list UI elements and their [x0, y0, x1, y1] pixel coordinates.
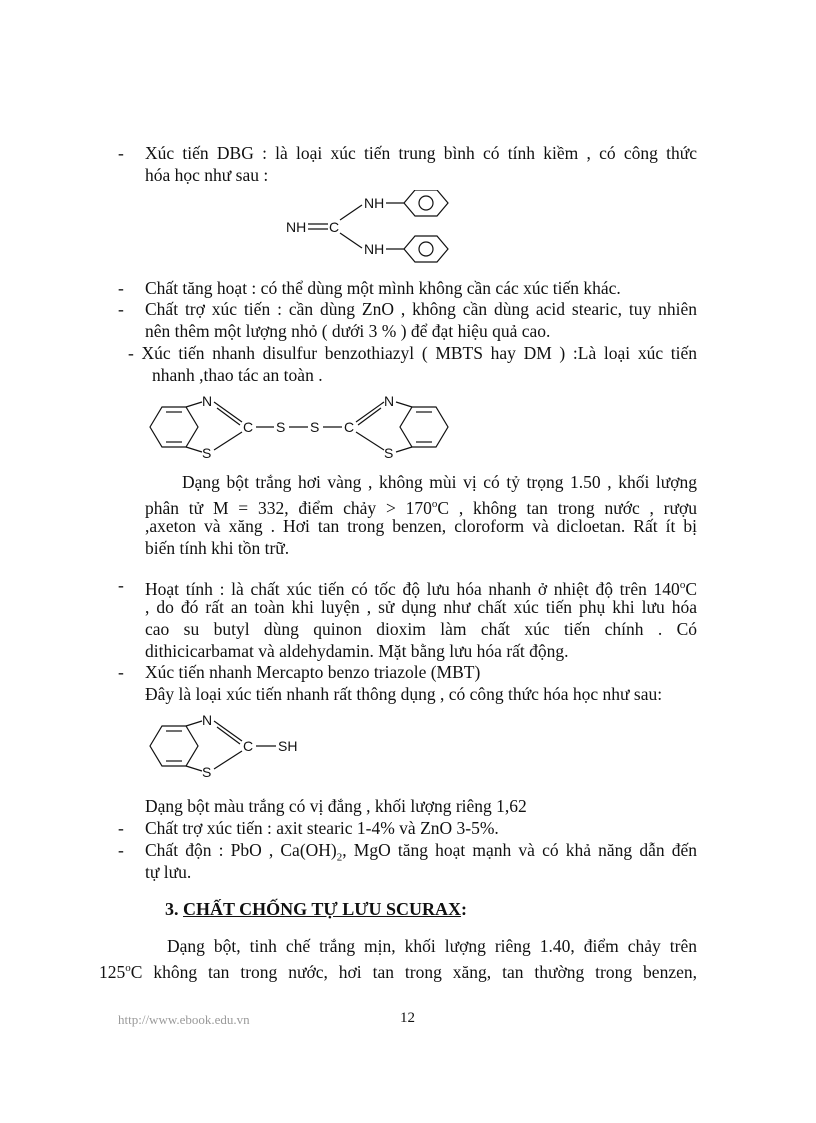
scurax-line-1: Dạng bột, tinh chế trắng mịn, khối lượng riêng 1.40, điểm chảy trên: [167, 936, 697, 956]
bullet-dash: -: [118, 575, 124, 595]
section-3-number: 3.: [165, 899, 179, 919]
bullet-dash: -: [118, 840, 124, 860]
mbts-desc-line-2-a: phân tử M = 332, điểm chảy > 170: [145, 497, 432, 518]
degree-sup: o: [431, 498, 438, 510]
section-3-colon: :: [461, 899, 468, 919]
mbts-s-mid-1: S: [276, 419, 286, 435]
mbt-c-atom: C: [243, 738, 254, 754]
mbts-line-1: - Xúc tiến nhanh disulfur benzothiazyl ( MBTS hay DM ) :Là loại xúc tiến: [128, 343, 697, 363]
dbg-nh-bottom: NH: [364, 241, 385, 257]
mbt-desc: Dạng bột màu trắng có vị đắng , khối lượng riêng 1,62: [145, 796, 527, 816]
scurax-line-2-b: C không tan trong nước, hơi tan trong xăng, tan thường trong benzen,: [130, 961, 697, 982]
dbg-structure-diagram: [280, 190, 470, 274]
mbts-n2: N: [384, 394, 395, 409]
subscript-2: 2: [336, 851, 343, 864]
mbts-structure-diagram: [140, 394, 470, 464]
mbts-s1: S: [202, 445, 212, 461]
hoat-tinh-line-3: cao su butyl dùng quinon dioxim làm chất xúc tiến chính . Có: [145, 619, 697, 639]
mbt-line-1: Xúc tiến nhanh Mercapto benzo triazole (MBT): [145, 662, 481, 682]
degree-sup: o: [125, 962, 131, 974]
dbg-line-2: hóa học như sau :: [145, 165, 269, 185]
scurax-line-2: [99, 957, 697, 983]
section-3-heading: [165, 898, 467, 920]
mbts-s2: S: [384, 445, 394, 461]
mbts-desc-line-1: Dạng bột trắng hơi vàng , không mùi vị có tỷ trọng 1.50 , khối lượng: [182, 472, 697, 492]
mbt-s-atom: S: [202, 764, 212, 780]
tro-xuc-tien-line-1: Chất trợ xúc tiến : cần dùng ZnO , không cần dùng acid stearic, tuy nhiên: [145, 299, 697, 319]
dbg-line-1: Xúc tiến DBG : là loại xúc tiến trung bình có tính kiềm , có công thức: [145, 143, 697, 163]
mbts-n1: N: [202, 394, 213, 409]
hoat-tinh-line-4: dithicicarbamat và aldehydamin. Mặt bằng lưu hóa rất động.: [145, 641, 569, 661]
hoat-tinh-line-2: , do đó rất an toàn khi luyện , sử dụng như chất xúc tiến phụ khi lưu hóa: [145, 597, 697, 617]
bullet-dash: -: [118, 143, 124, 163]
dbg-c-atom: C: [329, 219, 340, 235]
chat-don-line-1-b: , MgO tăng hoạt mạnh và có khả năng dẫn đến: [342, 840, 697, 860]
mbts-line-2: nhanh ,thao tác an toàn .: [152, 365, 323, 385]
bullet-dash: -: [118, 278, 124, 298]
mbts-desc-line-2-b: C , không tan trong nước , rượu: [437, 497, 697, 518]
degree-sup: o: [679, 579, 686, 591]
bullet-dash: -: [118, 299, 124, 319]
hoat-tinh-line-1-b: C: [685, 578, 697, 599]
section-3-title: CHẤT CHỐNG TỰ LƯU SCURAX: [183, 899, 462, 919]
mbt-structure-diagram: [140, 713, 320, 783]
scurax-line-2-a: 125: [99, 961, 126, 982]
chat-don-line-1: [145, 839, 697, 869]
tro-xuc-tien-line-2: nên thêm một lượng nhỏ ( dưới 3 % ) để đạt hiệu quả cao.: [145, 321, 551, 341]
chat-don-line-2: tự lưu.: [145, 862, 192, 882]
bullet-dash: -: [118, 818, 124, 838]
hoat-tinh-line-1-a: Hoạt tính : là chất xúc tiến có tốc độ lưu hóa nhanh ở nhiệt độ trên 140: [145, 578, 680, 599]
bullet-dash: -: [118, 662, 124, 682]
page-number: 12: [400, 1010, 415, 1026]
tang-hoat-line: Chất tăng hoạt : có thể dùng một mình không cần các xúc tiến khác.: [145, 278, 621, 298]
mbts-s-mid-2: S: [310, 419, 320, 435]
mbt-line-2: Đây là loại xúc tiến nhanh rất thông dụng , có công thức hóa học như sau:: [145, 684, 663, 704]
mbts-c1: C: [243, 419, 254, 435]
mbts-desc-line-4: biến tính khi tồn trữ.: [145, 538, 290, 558]
mbt-n-atom: N: [202, 713, 213, 728]
chat-don-line-1-a: Chất độn : PbO , Ca(OH): [145, 840, 337, 860]
dbg-nh-top: NH: [364, 195, 385, 211]
footer-url[interactable]: http://www.ebook.edu.vn: [118, 1012, 250, 1027]
mbts-desc-line-3: ,axeton và xăng . Hơi tan trong benzen, cloroform và dicloetan. Rất ít bị: [145, 516, 697, 536]
mbt-sh-group: SH: [278, 738, 298, 754]
mbt-tro-xuc-tien: Chất trợ xúc tiến : axit stearic 1-4% và ZnO 3-5%.: [145, 818, 499, 838]
dbg-nh-left: NH: [286, 219, 307, 235]
mbts-c2: C: [344, 419, 355, 435]
